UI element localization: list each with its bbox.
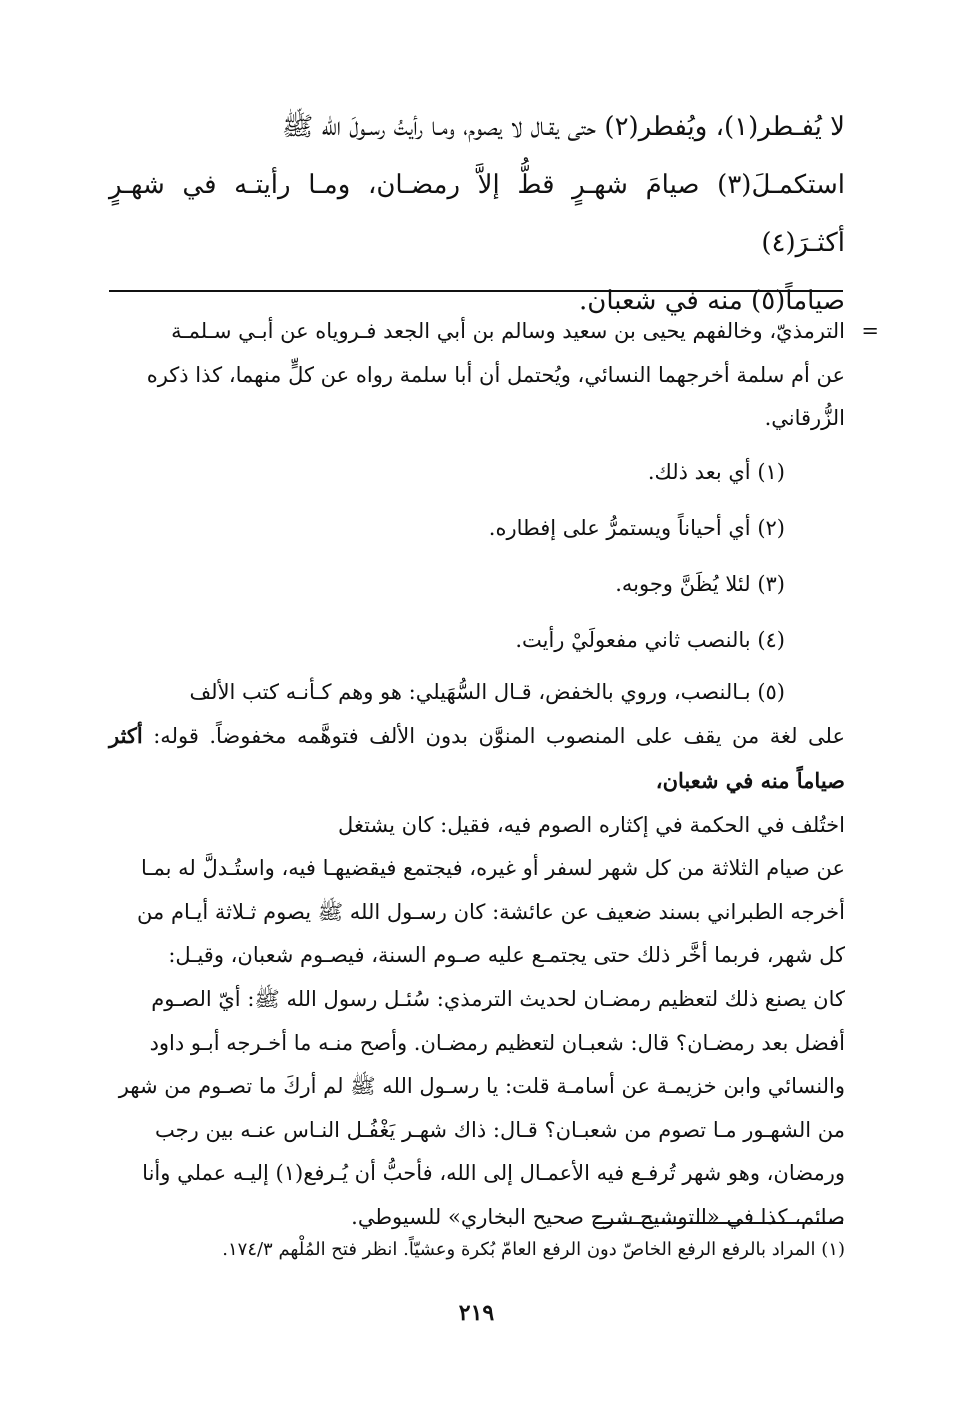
main-hadith-text (109, 98, 845, 330)
footnote-item-2 (109, 503, 845, 553)
footnote-item-5-first-line (109, 671, 845, 715)
footnote-5-line: من الشهـور مـا تصوم من شعبـان؟ قـال: ذاك شهـر يَغْفُـل النـاس عنـه بين رجب (155, 1117, 845, 1142)
footnote-5-line: عن صيام الثلاثة من كل شهر لسفر أو غيره، فيجتمع فيقضيهـا فيه، واستُـدلَّ له بمـا (140, 856, 845, 881)
footnote-5-text: على لغة من يقف على المنصوب المنوَّن بدون الألف فتوهَّمه مخفوضاً. قوله: (153, 724, 845, 749)
footnote-separator-rule (109, 290, 843, 292)
footnote-5-line (109, 714, 845, 803)
sub-footnote: (١) المراد بالرفع الرفع الخاصّ دون الرفع العامّ بُكرة وعشيّاً. انظر فتح المُلْهم ١٧٤/٣. (222, 1239, 845, 1260)
quoted-phrase: أكثر صياماً منه في شعبان، (109, 723, 845, 793)
footnote-text: أي بعد ذلك. (647, 459, 751, 484)
footnote-number: (١) (757, 459, 785, 484)
main-text-line: لا يُفـطر(١)، ويُفطر(٢) حتى يقـال لا يصوم، ومـا رأيتُ رسـولَ الله ﷺ (281, 112, 845, 142)
footnote-5-line: أفضل بعد رمضـان؟ قال: شعبـان لتعظيم رمضـان. وأصح منـه ما أخـرجه أبـو داود (149, 1030, 845, 1055)
footnote-text: أي أحياناً ويستمرُّ على إفطاره. (488, 515, 751, 540)
footnote-text: بـالنصب، وروي بالخفض، قـال السُّهَيلي: هو وهم كـأنـه كتب الألف (189, 679, 751, 704)
footnote-5-line: كل شهر، فربما أخَّر ذلك حتى يجتمـع عليه صـوم السنة، فيصـوم شعبان، وقيـل: (168, 943, 845, 968)
footnote-5-line: صائم، كذا في «التوشيح شرح صحيح البخاري» للسيوطي. (351, 1204, 845, 1229)
footnotes-section (109, 310, 879, 1240)
page-number: ٢١٩ (458, 1300, 495, 1326)
footnote-number: (٢) (757, 515, 785, 540)
main-text-line: استكمـلَ(٣) صيامَ شهـرٍ قطُّ إلاَّ رمضـان، ومـا رأيتـه في شهـرٍ أكثـرَ(٤) (109, 170, 845, 258)
footnote-continuation-text: الترمذيّ، وخالفهم يحيى بن سعيد وسالم بن أبي الجعد فـروياه عن أبـي سـلمـة (171, 319, 845, 343)
footnote-5-line: اختُلف في الحكمة في إكثاره الصوم فيه، فقيل: كان يشتغل (338, 812, 845, 837)
continuation-mark: = (861, 319, 879, 343)
footnote-item-3 (109, 559, 845, 609)
footnote-continuation-line: عن أم سلمة أخرجهما النسائي، ويُحتمل أن أبا سلمة رواه عن كلٍّ منهما، كذا ذكره (146, 362, 845, 387)
footnote-text: بالنصب ثاني مفعولَيْ رأيت. (515, 627, 751, 652)
sub-footnote-separator-rule (595, 1222, 843, 1224)
footnote-5-line: ورمضان، وهو شهر تُرفـع فيه الأعمـال إلى الله، فأحبُّ أن يُـرفع(١) إليـه عملي وأنا (142, 1161, 845, 1186)
footnote-continuation-line (109, 310, 879, 354)
footnote-5-line: والنسائي وابن خزيمـة عن أسامـة قلت: يا رسـول الله ﷺ لم أركَ ما تصـوم من شهر (118, 1074, 845, 1099)
footnote-number: (٣) (757, 571, 785, 596)
footnote-number: (٤) (757, 627, 785, 652)
footnote-text: لئلا يُظَنَّ وجوبه. (615, 571, 751, 596)
footnote-5-line: كان يصنع ذلك لتعظيم رمضـان لحديث الترمذي: سُئـل رسول الله ﷺ: أيّ الصـوم (151, 986, 845, 1011)
footnote-5-line: أخرجه الطبراني بسند ضعيف عن عائشة: كان رسـول الله ﷺ يصوم ثـلاثة أيـام من (137, 899, 845, 924)
footnote-item-4 (109, 615, 845, 665)
footnote-continuation-line: الزُّرقاني. (764, 406, 845, 431)
footnote-item-1 (109, 447, 845, 497)
footnote-number: (٥) (757, 679, 785, 704)
main-text-line: صياماً(٥) منه في شعبان. (578, 286, 845, 316)
